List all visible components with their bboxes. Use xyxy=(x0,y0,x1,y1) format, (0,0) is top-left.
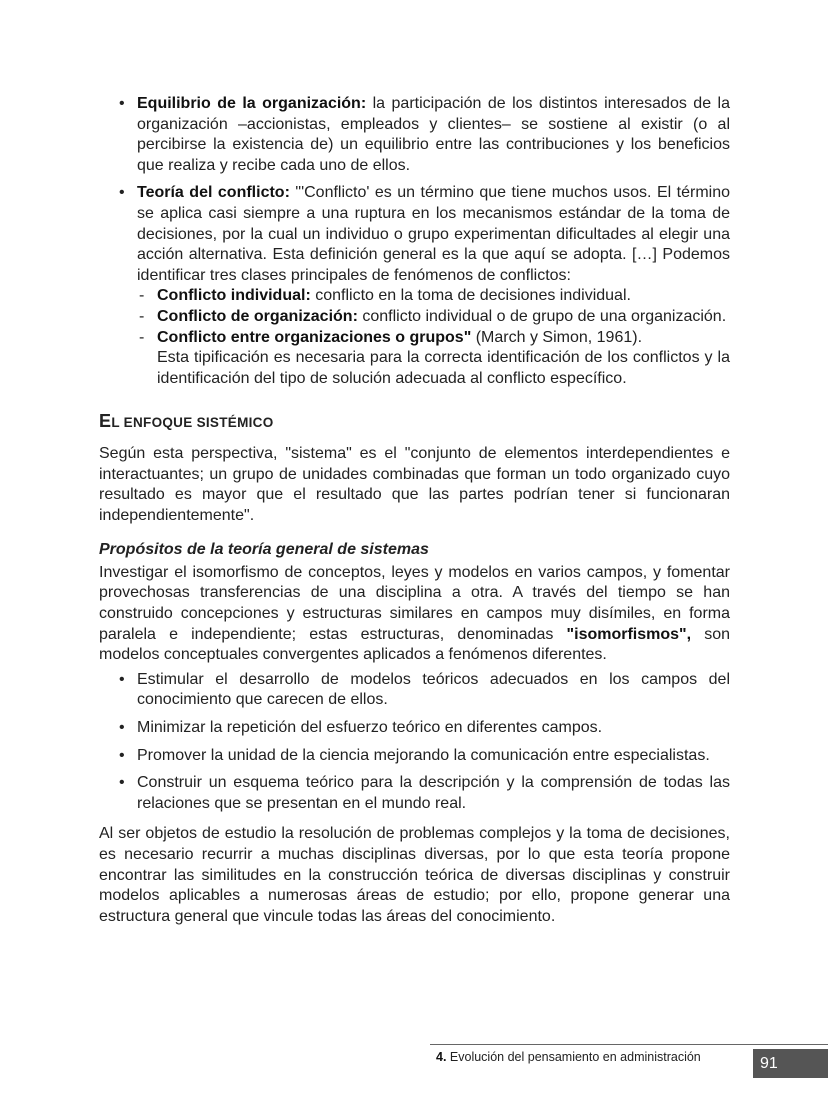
bullet-icon: • xyxy=(119,184,125,202)
dash-text: conflicto individual o de grupo de una organización. xyxy=(357,307,727,325)
page-number: 91 xyxy=(753,1049,828,1078)
bullet-icon: • xyxy=(119,774,125,792)
page-content xyxy=(99,94,730,927)
dash-summary: Esta tipificación es necesaria para la correcta identificación de los conflictos y la identificación del tipo de solución adecuada al conflicto específico. xyxy=(157,349,730,387)
bullet-text: Minimizar la repetición del esfuerzo teórico en diferentes campos. xyxy=(137,719,603,737)
bullet-item xyxy=(99,773,730,814)
bullet-term: Teoría del conflicto: xyxy=(137,184,290,202)
bullet-text: Estimular el desarrollo de modelos teóricos adecuados en los campos del conocimiento que carecen de ellos. xyxy=(137,670,730,709)
dash-icon: - xyxy=(139,287,145,305)
dash-item xyxy=(99,328,730,349)
bullet-icon: • xyxy=(119,95,125,112)
section-paragraph: Según esta perspectiva, "sistema" es el "conjunto de elementos interdependientes e interactuantes; un grupo de unidades combinadas que forman un todo organizado cuyo resultado es mayor que el resultado que las partes podrían tener si funcionaran independientemente". xyxy=(99,444,730,524)
dash-text: conflicto en la toma de decisiones individual. xyxy=(310,287,631,305)
page-footer xyxy=(430,1044,828,1072)
bullet-text: Construir un esquema teórico para la descripción y la comprensión de todas las relaciones que se presentan en el mundo real. xyxy=(137,774,730,812)
dash-term: Conflicto de organización: xyxy=(157,307,358,325)
dash-term: Conflicto entre organizaciones o grupos" xyxy=(157,328,472,346)
sub-paragraph-bold: "isomorfismos", xyxy=(566,625,692,643)
section-heading xyxy=(99,411,730,434)
bullet-icon: • xyxy=(119,719,125,737)
bullet-text: "'Conflicto' es un término que tiene muchos usos. El término se aplica casi siempre a una ruptura en los mecanismos estándar de la toma de decisiones, por la cual un individuo o grupo experimentan dificultades al elegir una acción alternativa. Esta definición general es la que aquí se adopta. […] Podemos identificar tres clases principales de fenómenos de conflictos: xyxy=(137,184,731,284)
footer-chapter xyxy=(436,1047,701,1068)
dash-text: (March y Simon, 1961). xyxy=(471,328,643,346)
dash-icon: - xyxy=(139,328,145,346)
dash-item xyxy=(99,286,730,307)
section-heading-initial: E xyxy=(99,411,112,432)
dash-item xyxy=(99,307,730,328)
bullet-term: Equilibrio de la organización: xyxy=(137,95,367,112)
subheading: Propósitos de la teoría general de sistemas xyxy=(99,541,429,559)
bullet-item xyxy=(99,746,730,767)
bullet-item xyxy=(99,183,730,286)
chapter-title: Evolución del pensamiento en administración xyxy=(446,1050,701,1064)
chapter-number: 4. xyxy=(436,1050,447,1064)
bullet-text: la participación de los distintos interesados de la organización –accionistas, empleados y clientes– se sostiene al existir (o al percibirse la existencia de) un equilibrio entre las contribuciones y los beneficios que realiza y recibe cada uno de ellos. xyxy=(137,95,730,174)
section-heading-rest: L ENFOQUE SISTÉMICO xyxy=(111,415,274,431)
dash-icon: - xyxy=(139,307,145,325)
sub-paragraph xyxy=(99,563,730,666)
bullet-text: Promover la unidad de la ciencia mejorando la comunicación entre especialistas. xyxy=(137,746,710,764)
dash-term: Conflicto individual: xyxy=(157,287,311,305)
sub-paragraph-text: son modelos conceptuales convergentes aplicados a fenómenos diferentes. xyxy=(99,625,730,664)
final-paragraph: Al ser objetos de estudio la resolución de problemas complejos y la toma de decisiones, es necesario recurrir a muchas disciplinas diversas, por lo que esta teoría propone encontrar las similitudes en la construcción teórica de diversas disciplinas y construir modelos aplicables a numerosas áreas de estudio; por ello, propone generar una estructura general que vincule todas las áreas del conocimiento. xyxy=(99,825,730,925)
sub-paragraph-text: Investigar el isomorfismo de conceptos, leyes y modelos en varios campos, y fomentar provechosas transferencias de una disciplina a otra. A través del tiempo se han construido concepciones y estructuras similares en campos muy disímiles, en forma paralela e independiente; estas estructuras, denominadas xyxy=(99,563,730,643)
bullet-item xyxy=(99,670,730,711)
bullet-item xyxy=(99,718,730,739)
bullet-icon: • xyxy=(119,746,125,764)
bullet-item xyxy=(99,94,730,176)
bullet-icon: • xyxy=(119,670,125,688)
